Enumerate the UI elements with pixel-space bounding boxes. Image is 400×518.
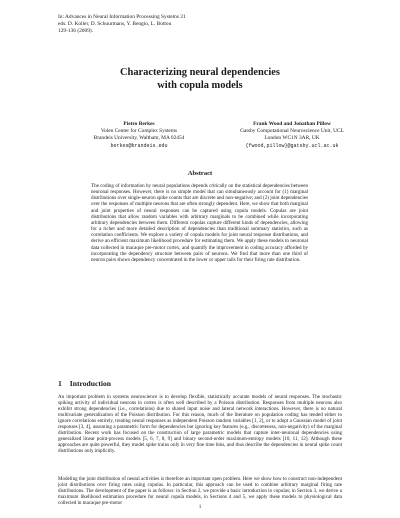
title-line: with copula models xyxy=(157,80,243,91)
author-affiliation: Volen Center for Complex Systems xyxy=(100,128,178,135)
venue-editors-line: eds. D. Koller, D. Schuurmans, Y. Bengio, L. Bottou xyxy=(58,21,172,27)
author-name: Frank Wood and Jonathan Pillow xyxy=(253,121,331,127)
author-email: berkes@brandeis.edu xyxy=(110,142,168,149)
author-email: {fwood,pillow}@gatsby.ucl.ac.uk xyxy=(245,142,339,149)
paper-title xyxy=(0,66,400,92)
body-paragraph: Modeling the joint distribution of neural activities is therefore an important open problem. Here we show how to construct non-independent joint distributions over firing rates using copulas. In particular, this approach can be used to combine arbitrary marginal firing rate distributions. The development of the paper is as follows: in Section 2, we provide a basic introduction to copulas; in Section 3, we derive a maximum likelihood estimation procedure for neural copula models, in Sections 4 and 5, we apply these models to physiological data collected in macaque pre-motor xyxy=(58,476,342,507)
venue-citation xyxy=(58,14,298,35)
page-number: 1 xyxy=(198,504,202,510)
section-number: 1 xyxy=(58,379,62,388)
author-affiliation: Gatsby Computational Neuroscience Unit, UCL xyxy=(240,128,344,135)
section-title: Introduction xyxy=(69,379,112,388)
section-heading xyxy=(58,379,338,388)
venue-pages-line: 129-136 (2009). xyxy=(58,28,94,34)
author-block xyxy=(64,121,214,150)
author-affiliation: Brandeis University, Waltham, MA 02454 xyxy=(93,135,185,142)
author-block xyxy=(212,121,372,150)
venue-line: In: Advances in Neural Information Processing Systems 21 xyxy=(58,14,186,20)
title-line: Characterizing neural dependencies xyxy=(120,67,280,78)
body-paragraph: An important problem in systems neuroscience is to develop flexible, statistically accurate models of neural responses. The stochastic spiking activity of individual neurons in cortex is often well described by a Poisson distribution. Responses from multiple neurons also exhibit strong dependencies (i.e., correlations) due to shared input noise and lateral network interactions. However, there is no natural multivariate generalization of the Poisson distribution. For this reason, much of the literature on population coding has tended either to ignore correlations entirely, treating neural responses as independent Poisson random variables [1, 2], or to adopt a Gaussian model of joint responses [3, 4], assuming a parametric form for dependencies but ignoring key features (e.g., discreteness, non-negativity) of the marginal distribution. Recent work has focused on the construction of large parametric models that capture inter-neuronal dependencies using generalized linear point-process models [5, 6, 7, 8, 9] and binary second-order maximum-entropy models [10, 11, 12]. Although these approaches are quite powerful, they model spike trains only in very fine time bins, and thus describe the dependencies in neural spike count distributions only implicitly. xyxy=(58,394,342,455)
author-affiliation: London WC1N 3AR, UK xyxy=(264,135,320,142)
abstract-text: The coding of information by neural populations depends critically on the statistical dependencies between neuronal responses. However, there is no simple model that can simultaneously account for (1) marginal distributions over single-neuron spike counts that are discrete and non-negative; and (2) joint dependencies over the responses of multiple neurons that are often strongly dependent. Here, we show that both marginal and joint properties of neural responses can be captured using copula models. Copulas are joint distributions that allow random variables with arbitrary marginals to be combined while incorporating arbitrary dependencies between them. Different copulas capture different kinds of dependencies, allowing for a richer and more detailed description of dependencies than traditional summary statistics, such as correlation coefficients. We explore a variety of copula models for joint neural response distributions, and derive an efficient maximum likelihood procedure for estimating them. We apply these models to neuronal data collected in macaque pre-motor cortex, and quantify the improvement in coding accuracy afforded by incorporating the dependency structure between pairs of neurons. We find that more than one third of neuron pairs shows dependency concentrated in the lower or upper tails for their firing rate distribution. xyxy=(91,183,308,263)
author-name: Pietro Berkes xyxy=(123,121,155,127)
abstract-heading: Abstract xyxy=(187,170,213,177)
